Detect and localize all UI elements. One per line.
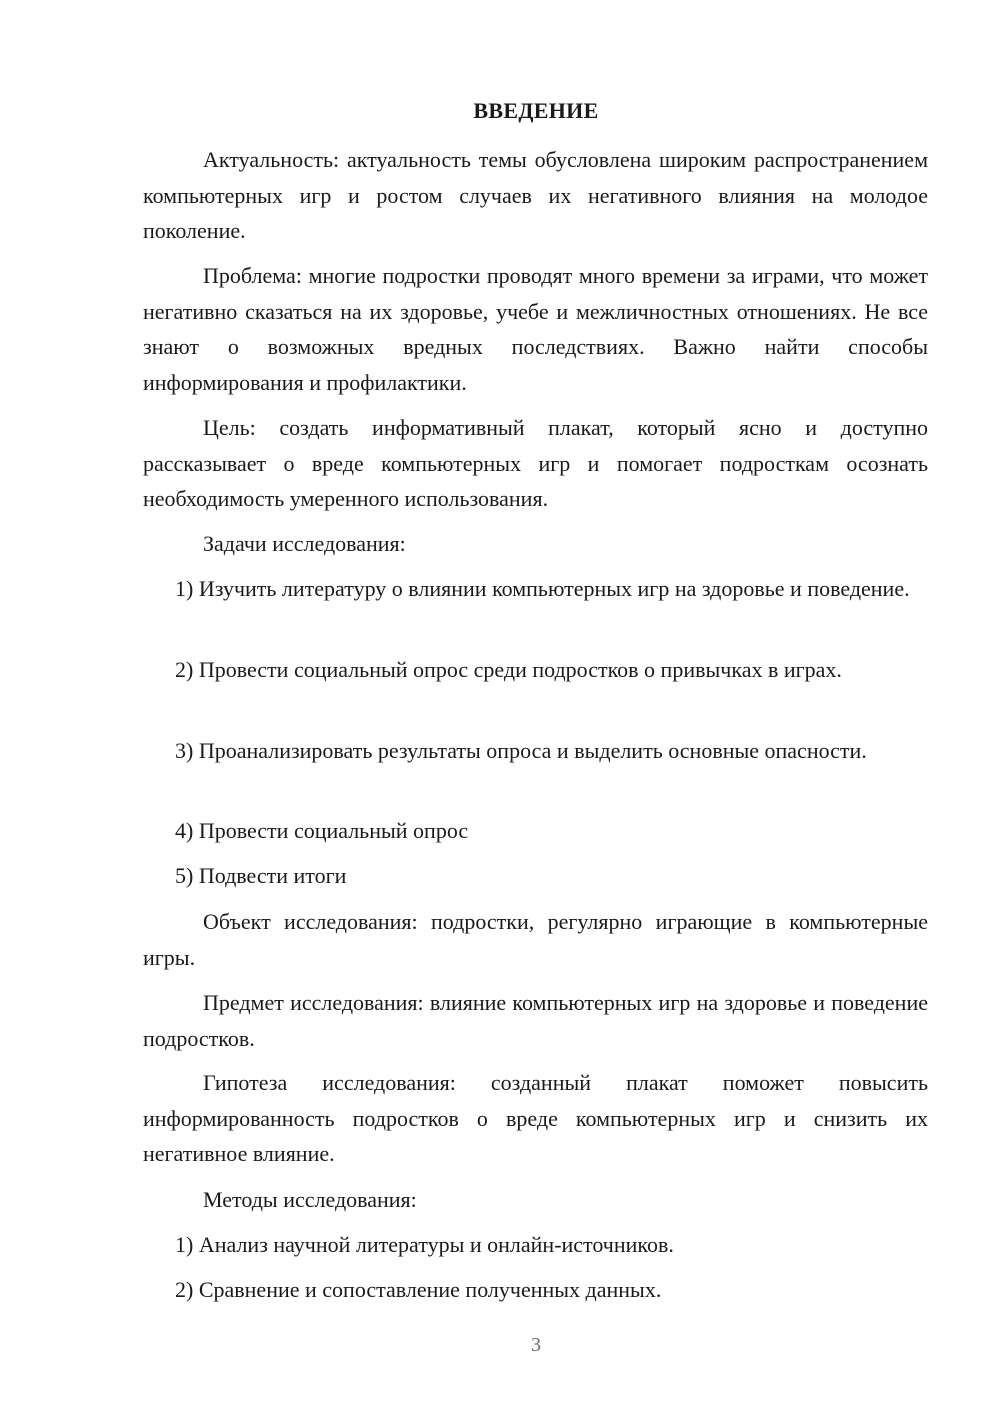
paragraph-tasks-heading: Задачи исследования: xyxy=(203,531,406,556)
task-item-2: 2) Провести социальный опрос среди подростков о привычках в играх. xyxy=(175,657,842,682)
method-item-2: 2) Сравнение и сопоставление полученных данных. xyxy=(175,1277,662,1302)
task-item-3: 3) Проанализировать результаты опроса и выделить основные опасности. xyxy=(175,738,867,763)
paragraph-hypothesis: Гипотеза исследования: созданный плакат поможет повысить информированность подростков о вреде компьютерных игр и снизить их негативное влияние. xyxy=(143,1070,928,1166)
page-number: 3 xyxy=(531,1334,541,1356)
paragraph-problem: Проблема: многие подростки проводят много времени за играми, что может негативно сказаться на их здоровье, учебе и межличностных отношениях. Не все знают о возможных вредных последствиях. Важно найти способы информирования и профилактики. xyxy=(143,263,928,395)
section-heading: ВВЕДЕНИЕ xyxy=(473,98,599,123)
method-item-1: 1) Анализ научной литературы и онлайн-источников. xyxy=(175,1232,674,1257)
paragraph-methods-heading: Методы исследования: xyxy=(203,1187,417,1212)
task-item-5: 5) Подвести итоги xyxy=(175,863,347,888)
paragraph-goal: Цель: создать информативный плакат, который ясно и доступно рассказывает о вреде компьютерных игр и помогает подросткам осознать необходимость умеренного использования. xyxy=(143,415,928,511)
paragraph-object: Объект исследования: подростки, регулярно играющие в компьютерные игры. xyxy=(143,909,928,970)
paragraph-relevance: Актуальность: актуальность темы обусловлена широким распространением компьютерных игр и ростом случаев их негативного влияния на молодое поколение. xyxy=(143,147,928,243)
task-item-1: 1) Изучить литературу о влиянии компьютерных игр на здоровье и поведение. xyxy=(175,576,910,601)
paragraph-subject: Предмет исследования: влияние компьютерных игр на здоровье и поведение подростков. xyxy=(143,990,928,1051)
task-item-4: 4) Провести социальный опрос xyxy=(175,818,469,843)
